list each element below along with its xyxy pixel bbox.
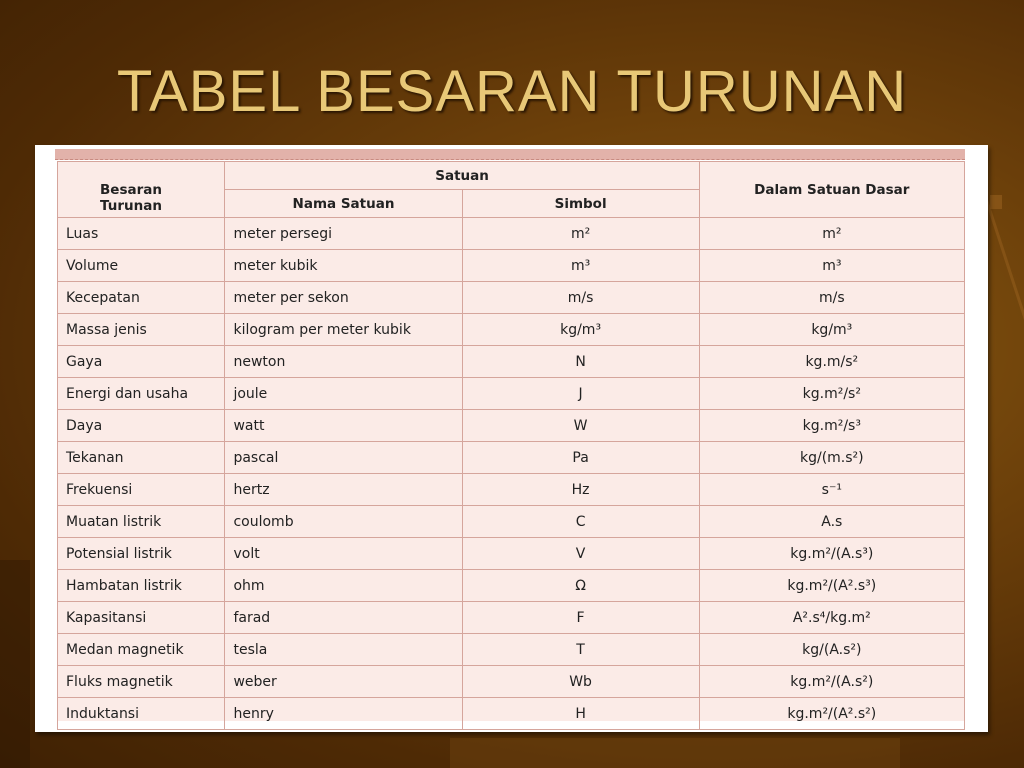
table-row <box>58 250 965 282</box>
cell-simbol: Hz <box>462 474 699 506</box>
table-image-frame <box>35 145 988 732</box>
table-row <box>58 346 965 378</box>
cell-simbol: m³ <box>462 250 699 282</box>
cell-satuan-dasar: kg/(A.s²) <box>699 634 964 666</box>
cell-besaran: Kecepatan <box>58 282 225 314</box>
cell-besaran: Volume <box>58 250 225 282</box>
cell-besaran: Tekanan <box>58 442 225 474</box>
table-row <box>58 282 965 314</box>
background-decoration-line <box>985 199 1024 599</box>
cell-nama-satuan: weber <box>225 666 462 698</box>
cell-satuan-dasar: m³ <box>699 250 964 282</box>
cell-besaran: Frekuensi <box>58 474 225 506</box>
cell-nama-satuan: meter persegi <box>225 218 462 250</box>
header-satuan: Satuan <box>225 162 699 190</box>
cell-satuan-dasar: m/s <box>699 282 964 314</box>
cell-simbol: T <box>462 634 699 666</box>
background-decoration-band <box>450 738 900 768</box>
cell-nama-satuan: kilogram per meter kubik <box>225 314 462 346</box>
header-simbol: Simbol <box>462 190 699 218</box>
cell-nama-satuan: pascal <box>225 442 462 474</box>
cell-nama-satuan: ohm <box>225 570 462 602</box>
cell-simbol: Ω <box>462 570 699 602</box>
cell-nama-satuan: hertz <box>225 474 462 506</box>
cell-simbol: H <box>462 698 699 730</box>
table-container <box>57 161 965 721</box>
cell-simbol: J <box>462 378 699 410</box>
derived-quantities-table <box>57 161 965 730</box>
slide-title: TABEL BESARAN TURUNAN <box>116 59 908 124</box>
table-row <box>58 442 965 474</box>
cell-nama-satuan: meter per sekon <box>225 282 462 314</box>
header-besaran-turunan <box>58 162 225 218</box>
cell-nama-satuan: tesla <box>225 634 462 666</box>
table-row <box>58 570 965 602</box>
table-row <box>58 666 965 698</box>
cell-nama-satuan: watt <box>225 410 462 442</box>
cell-satuan-dasar: s⁻¹ <box>699 474 964 506</box>
cell-besaran: Induktansi <box>58 698 225 730</box>
cell-simbol: W <box>462 410 699 442</box>
table-top-border <box>55 149 965 160</box>
table-row <box>58 410 965 442</box>
cell-besaran: Daya <box>58 410 225 442</box>
header-besaran-label: Besaran Turunan <box>100 181 162 214</box>
table-row <box>58 634 965 666</box>
cell-besaran: Hambatan listrik <box>58 570 225 602</box>
cell-satuan-dasar: kg/m³ <box>699 314 964 346</box>
cell-besaran: Luas <box>58 218 225 250</box>
cell-simbol: F <box>462 602 699 634</box>
table-body <box>58 218 965 730</box>
cell-simbol: m/s <box>462 282 699 314</box>
table-row <box>58 378 965 410</box>
cell-simbol: C <box>462 506 699 538</box>
table-row <box>58 506 965 538</box>
cell-besaran: Gaya <box>58 346 225 378</box>
cell-besaran: Kapasitansi <box>58 602 225 634</box>
background-decoration-block <box>990 195 1002 209</box>
cell-satuan-dasar: kg.m²/(A².s²) <box>699 698 964 730</box>
cell-simbol: V <box>462 538 699 570</box>
table-row <box>58 314 965 346</box>
cell-satuan-dasar: kg.m/s² <box>699 346 964 378</box>
cell-satuan-dasar: kg/(m.s²) <box>699 442 964 474</box>
header-nama-satuan: Nama Satuan <box>225 190 462 218</box>
header-dalam-satuan-dasar: Dalam Satuan Dasar <box>699 162 964 218</box>
cell-nama-satuan: henry <box>225 698 462 730</box>
cell-besaran: Muatan listrik <box>58 506 225 538</box>
cell-nama-satuan: coulomb <box>225 506 462 538</box>
table-row <box>58 538 965 570</box>
cell-satuan-dasar: kg.m²/s³ <box>699 410 964 442</box>
cell-besaran: Fluks magnetik <box>58 666 225 698</box>
cell-besaran: Medan magnetik <box>58 634 225 666</box>
cell-besaran: Potensial listrik <box>58 538 225 570</box>
cell-simbol: kg/m³ <box>462 314 699 346</box>
cell-nama-satuan: newton <box>225 346 462 378</box>
cell-besaran: Energi dan usaha <box>58 378 225 410</box>
cell-satuan-dasar: kg.m²/s² <box>699 378 964 410</box>
table-row <box>58 474 965 506</box>
cell-satuan-dasar: m² <box>699 218 964 250</box>
table-header-row-1 <box>58 162 965 190</box>
cell-simbol: m² <box>462 218 699 250</box>
cell-satuan-dasar: kg.m²/(A.s²) <box>699 666 964 698</box>
table-row <box>58 218 965 250</box>
cell-simbol: N <box>462 346 699 378</box>
cell-simbol: Pa <box>462 442 699 474</box>
cell-simbol: Wb <box>462 666 699 698</box>
table-row <box>58 698 965 730</box>
cell-satuan-dasar: A.s <box>699 506 964 538</box>
cell-nama-satuan: volt <box>225 538 462 570</box>
cell-satuan-dasar: A².s⁴/kg.m² <box>699 602 964 634</box>
cell-satuan-dasar: kg.m²/(A².s³) <box>699 570 964 602</box>
cell-nama-satuan: meter kubik <box>225 250 462 282</box>
cell-nama-satuan: joule <box>225 378 462 410</box>
table-row <box>58 602 965 634</box>
cell-besaran: Massa jenis <box>58 314 225 346</box>
background-decoration-shade <box>0 560 30 768</box>
cell-satuan-dasar: kg.m²/(A.s³) <box>699 538 964 570</box>
cell-nama-satuan: farad <box>225 602 462 634</box>
